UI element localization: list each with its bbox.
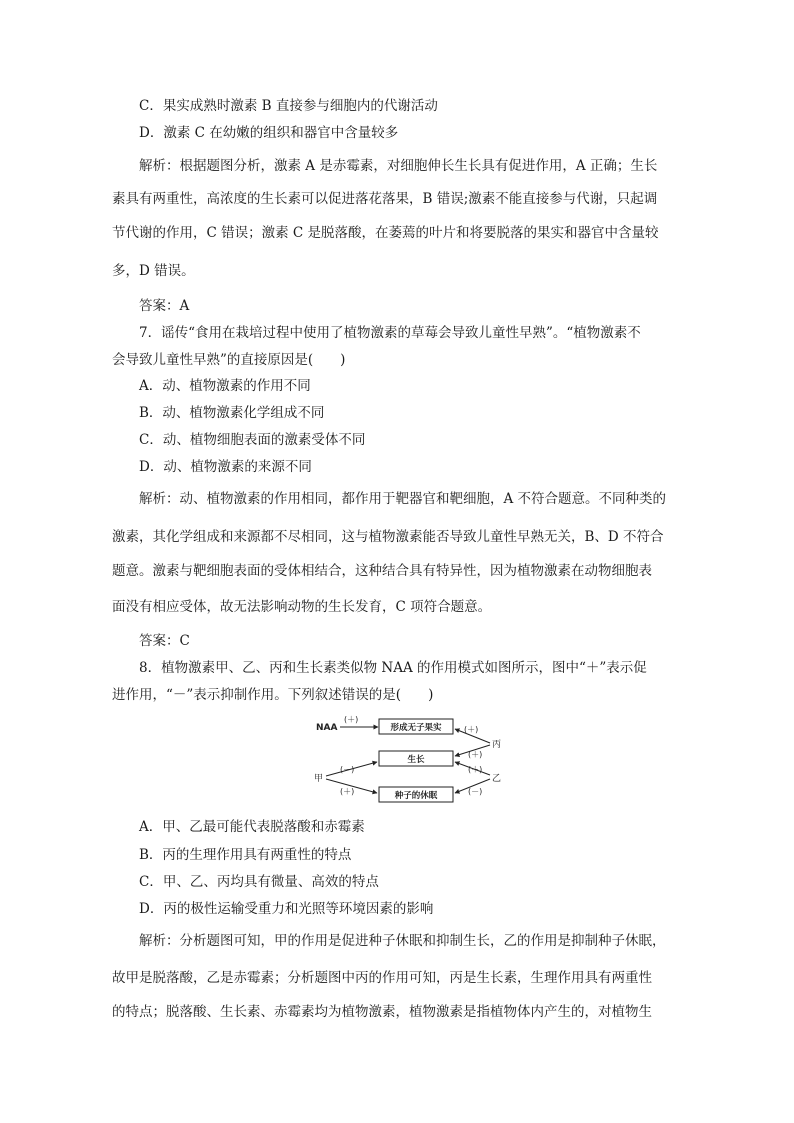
jia-label: 甲 — [314, 774, 324, 784]
hormone-diagram — [312, 710, 512, 806]
yi-label: 乙 — [492, 774, 502, 784]
jia-dormancy-effect: (＋) — [340, 787, 355, 796]
jia-growth-effect: (－) — [340, 765, 355, 774]
q8-option-d: D．丙的极性运输受重力和光照等环境因素的影响 — [139, 901, 434, 917]
q6-analysis-line-4: 多，D 错误。 — [112, 263, 195, 279]
box-growth-label: 生长 — [407, 755, 425, 765]
q8-analysis-line-3: 的特点；脱落酸、生长素、赤霉素均为植物激素，植物激素是指植物体内产生的，对植物生 — [112, 1004, 652, 1020]
q6-analysis-line-1: 解析：根据题图分析，激素 A 是赤霉素，对细胞伸长生长具有促进作用，A 正确；生长 — [139, 158, 658, 174]
q8-stem-line-2: 进作用，“－”表示抑制作用。下列叙述错误的是( ) — [112, 687, 434, 703]
q8-option-a: A．甲、乙最可能代表脱落酸和赤霉素 — [139, 819, 365, 835]
q7-option-c: C．动、植物细胞表面的激素受体不同 — [139, 432, 366, 448]
q7-analysis-line-3: 题意。激素与靶细胞表面的受体相结合，这种结合具有特异性，因为植物激素在动物细胞表 — [112, 563, 652, 579]
q6-answer: 答案：A — [139, 298, 190, 314]
q8-analysis-line-2: 故甲是脱落酸，乙是赤霉素；分析题图中丙的作用可知，丙是生长素，生理作用具有两重性 — [112, 970, 652, 986]
q7-option-d: D．动、植物激素的来源不同 — [139, 459, 312, 475]
naa-label: NAA — [316, 723, 338, 733]
q7-stem-line-1: 7．谣传“食用在栽培过程中使用了植物激素的草莓会导致儿童性早熟”。“植物激素不 — [139, 325, 641, 341]
box-dormancy-label: 种子的休眠 — [394, 791, 438, 801]
q7-analysis-line-4: 面没有相应受体，故无法影响动物的生长发育，C 项符合题意。 — [112, 599, 492, 615]
q6-analysis-line-2: 素具有两重性，高浓度的生长素可以促进落花落果，B 错误;激素不能直接参与代谢，只起调 — [112, 191, 658, 207]
bing-label: 丙 — [492, 740, 502, 750]
q7-analysis-line-2: 激素，其化学组成和来源都不尽相同，这与植物激素能否导致儿童性早熟无关，B、D 不符合 — [112, 529, 664, 545]
q8-option-b: B．丙的生理作用具有两重性的特点 — [139, 847, 352, 863]
naa-effect-label: (＋) — [344, 715, 359, 724]
q6-option-d: D．激素 C 在幼嫩的组织和器官中含量较多 — [139, 125, 399, 141]
box-seedless-fruit-label: 形成无子果实 — [390, 723, 442, 733]
q7-stem-line-2: 会导致儿童性早熟”的直接原因是( ) — [112, 352, 346, 368]
q6-option-c: C．果实成熟时激素 B 直接参与细胞内的代谢活动 — [139, 98, 438, 114]
q8-option-c: C．甲、乙、丙均具有微量、高效的特点 — [139, 874, 379, 890]
yi-growth-effect: (＋) — [468, 765, 483, 774]
q8-stem-line-1: 8．植物激素甲、乙、丙和生长素类似物 NAA 的作用模式如图所示，图中“＋”表示促 — [139, 660, 647, 676]
q7-option-b: B．动、植物激素化学组成不同 — [139, 405, 325, 421]
q6-analysis-line-3: 节代谢的作用，C 错误；激素 C 是脱落酸，在萎蔫的叶片和将要脱落的果实和器官中含量较 — [112, 225, 659, 241]
q7-answer: 答案：C — [139, 633, 190, 649]
bing-growth-effect: (＋) — [468, 750, 483, 759]
bing-fruit-effect: (＋) — [464, 725, 479, 734]
yi-dormancy-effect: (－) — [468, 787, 483, 796]
q8-analysis-line-1: 解析：分析题图可知，甲的作用是促进种子休眠和抑制生长，乙的作用是抑制种子休眠， — [139, 933, 666, 949]
q7-option-a: A．动、植物激素的作用不同 — [139, 378, 311, 394]
q7-analysis-line-1: 解析：动、植物激素的作用相同，都作用于靶器官和靶细胞，A 不符合题意。不同种类的 — [139, 491, 667, 507]
